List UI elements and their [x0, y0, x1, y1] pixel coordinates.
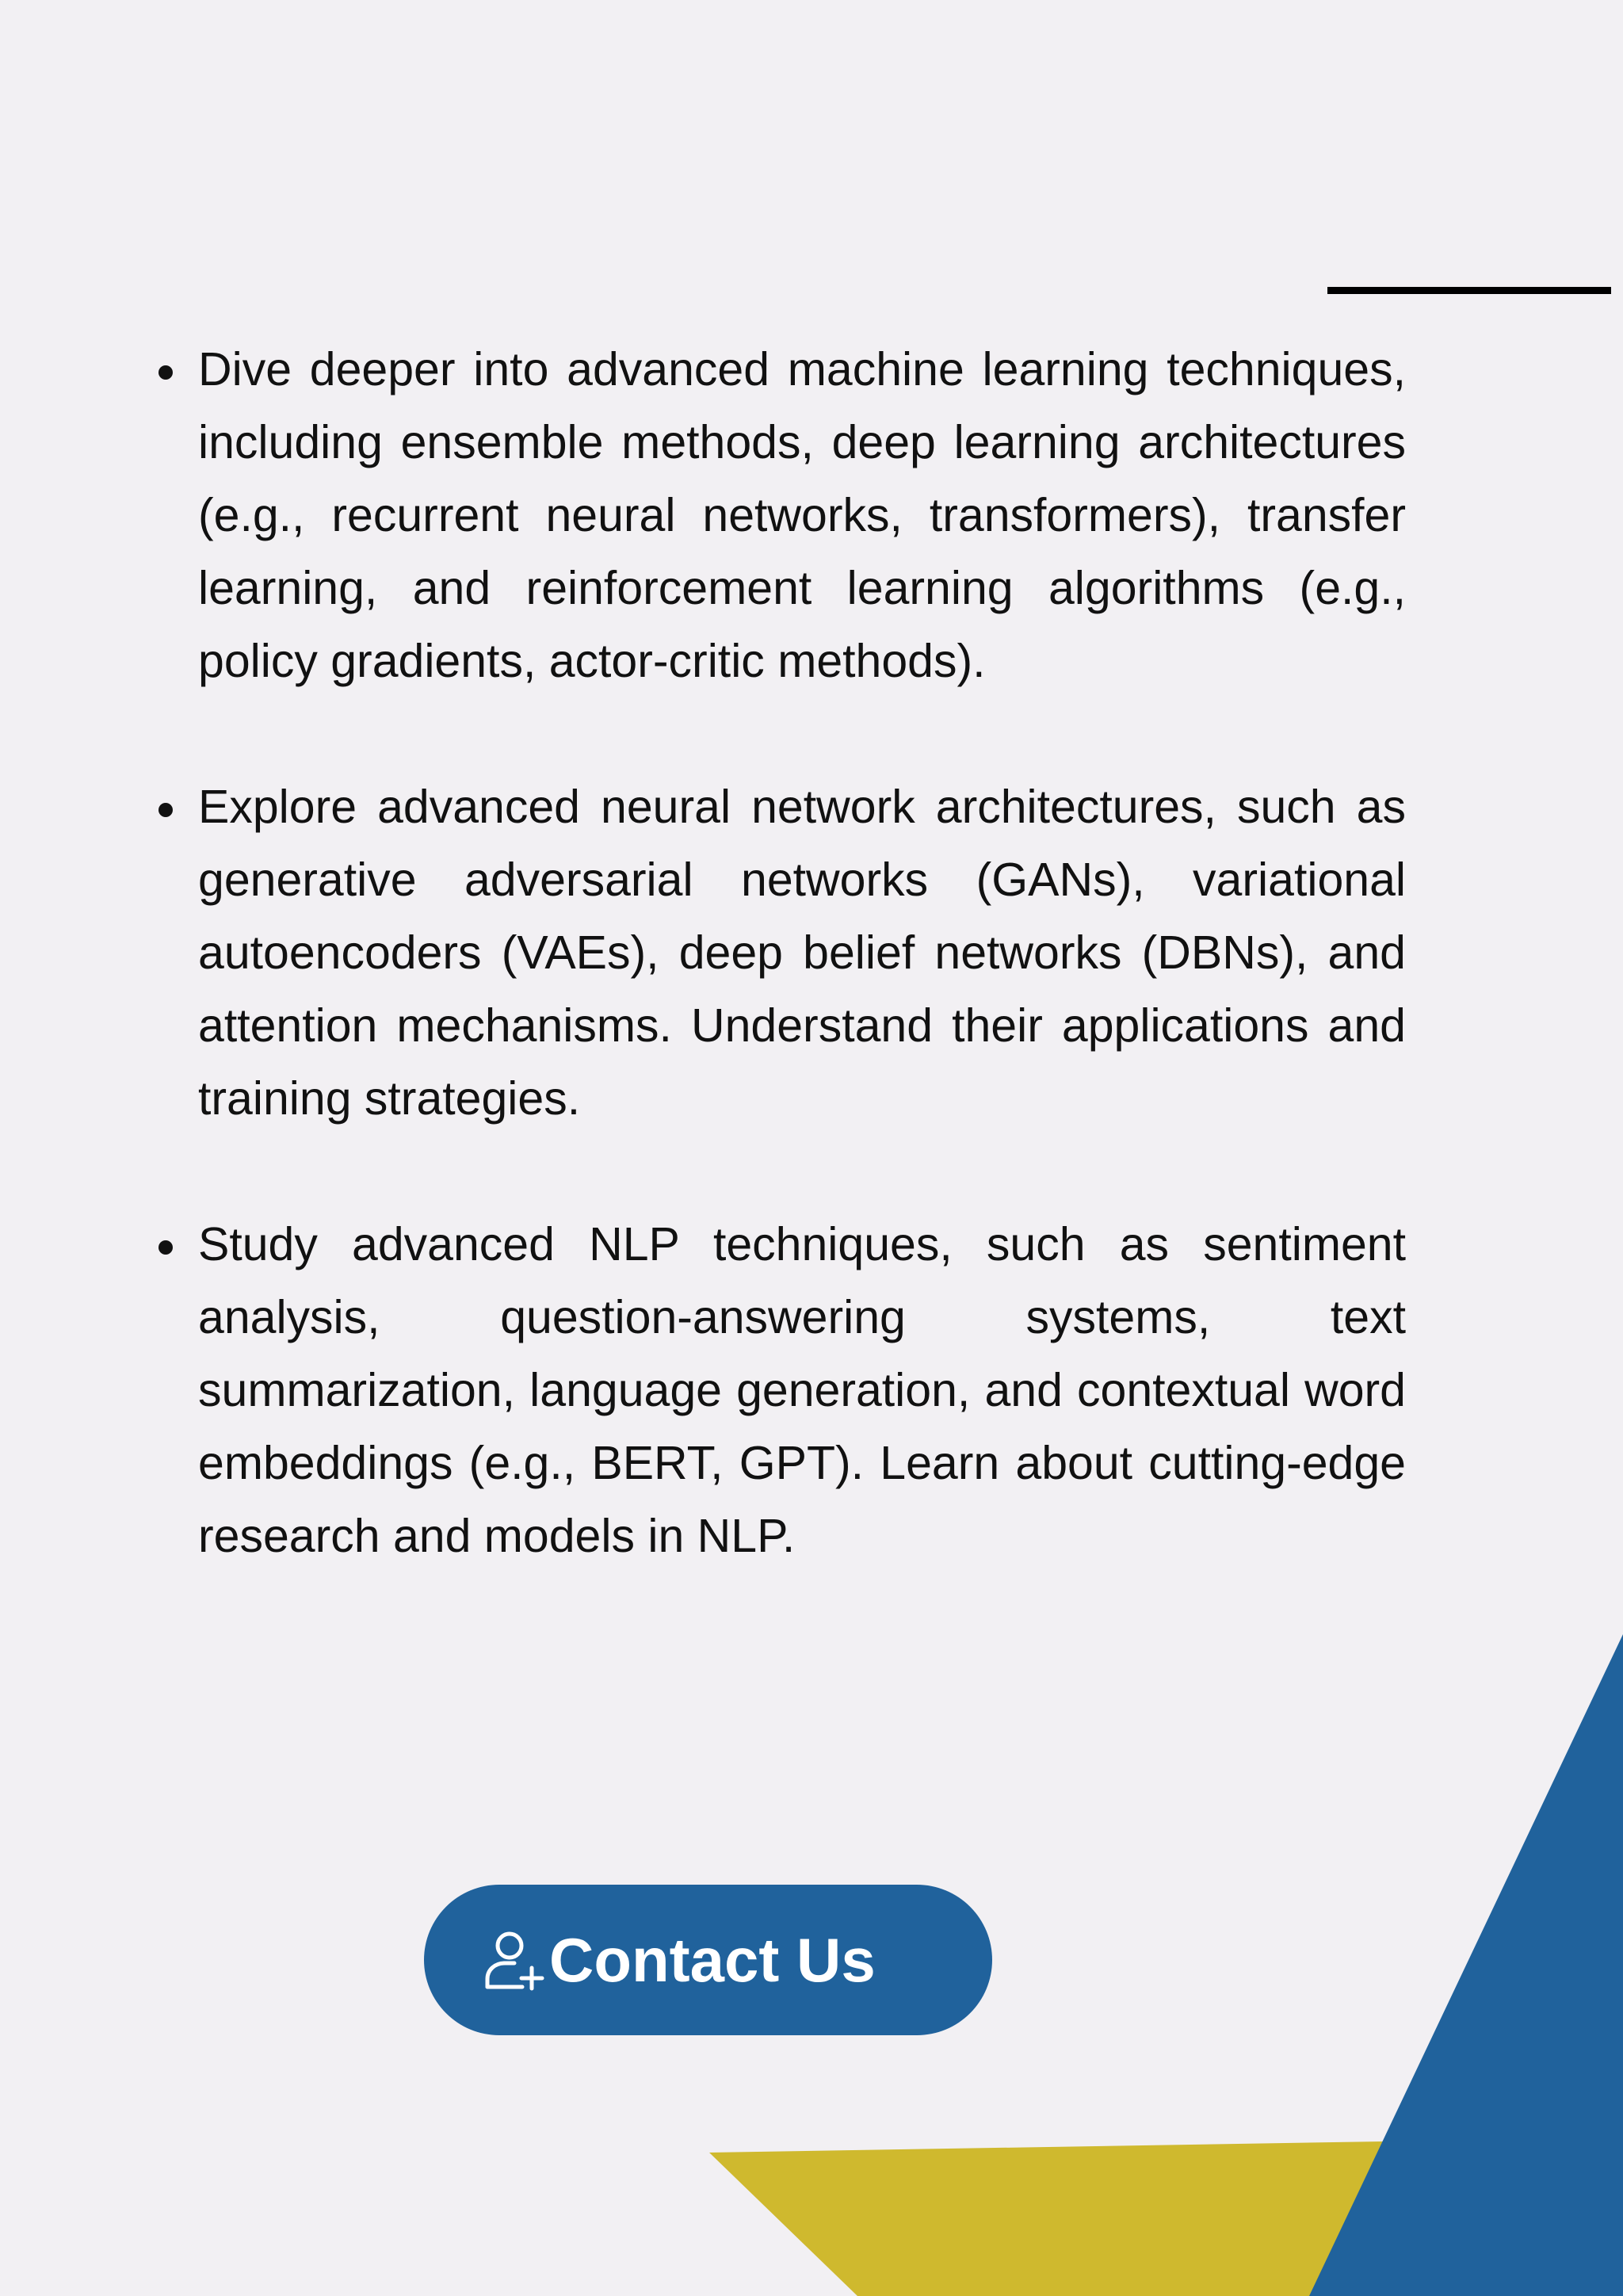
- contact-us-label: Contact Us: [549, 1925, 876, 1995]
- list-item: [158, 1208, 1406, 1572]
- blue-triangle-shape: [1309, 1634, 1623, 2296]
- bullet-dot: [158, 803, 173, 817]
- list-item: [158, 333, 1406, 697]
- bullet-text: Study advanced NLP techniques, such as sentiment analysis, question-answering systems, text summarization, language generation, and contextual word embeddings (e.g., BERT, GPT). Learn about cutting-edge research and models in NLP.: [198, 1218, 1406, 1562]
- yellow-triangle-shape: [709, 2141, 1383, 2296]
- bullet-list: [158, 333, 1406, 1572]
- bullet-dot: [158, 1240, 173, 1255]
- bullet-dot: [158, 365, 173, 380]
- top-divider-line: [1327, 287, 1611, 294]
- contact-us-button[interactable]: [424, 1885, 992, 2035]
- list-item: [158, 770, 1406, 1135]
- bullet-text: Dive deeper into advanced machine learning techniques, including ensemble methods, deep learning architectures (e.g., recurrent neural networks, transformers), transfer learning, and reinforcement learning algorithms (e.g., policy gradients, actor-critic methods).: [198, 343, 1406, 687]
- bullet-text: Explore advanced neural network architectures, such as generative adversarial networks (GANs), variational autoencoders (VAEs), deep belief networks (DBNs), and attention mechanisms. Understand their applications and training strategies.: [198, 781, 1406, 1125]
- add-user-icon: [481, 1927, 548, 1993]
